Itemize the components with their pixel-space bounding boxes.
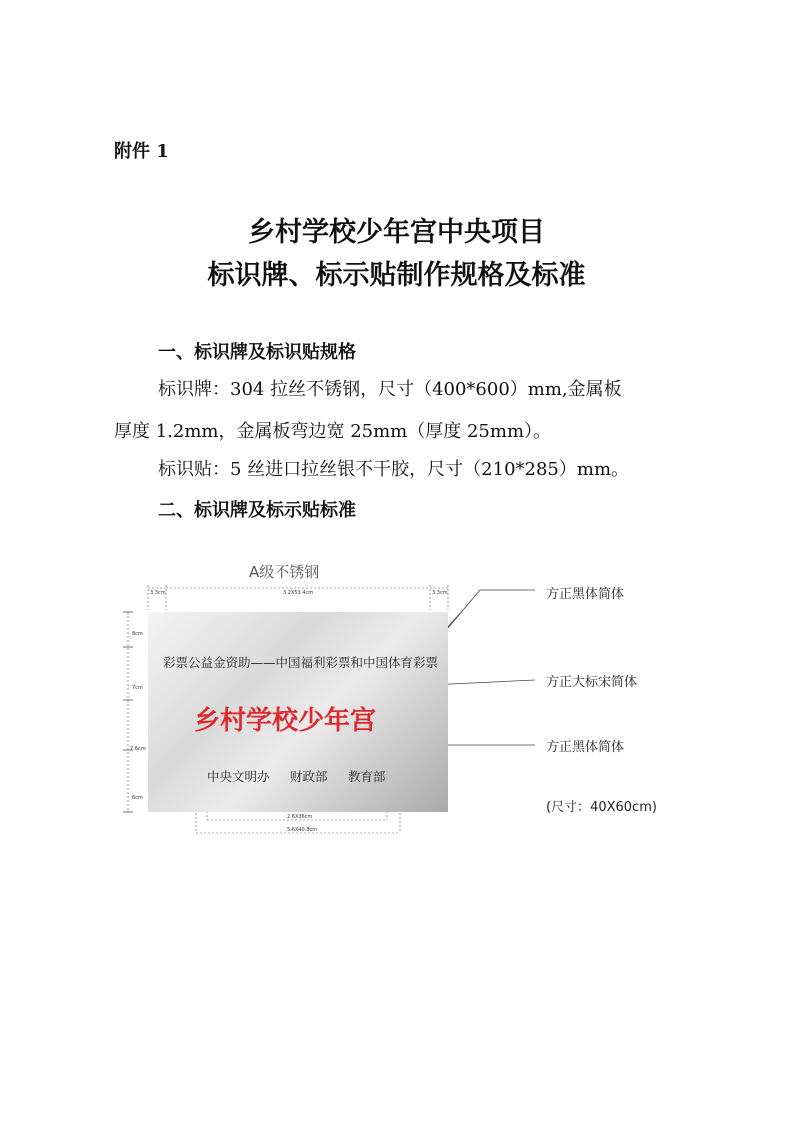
section-2-heading: 二、标识牌及标示贴标准 [158, 500, 356, 521]
note-size: (尺寸：40X60cm) [546, 800, 657, 815]
plate-org-2: 财政部 [290, 769, 328, 784]
plate-org-1: 中央文明办 [207, 769, 270, 784]
section-1-paragraph-1-line-1: 标识牌：304 拉丝不锈钢，尺寸（400*600）mm,金属板 [158, 379, 622, 400]
plate-main-title: 乡村学校少年宫 [194, 706, 377, 736]
title-line-2: 标识牌、标示贴制作规格及标准 [207, 260, 586, 291]
dim-left-margin: 3.3cm [150, 590, 166, 596]
note-font-2: 方正大标宋简体 [546, 675, 638, 690]
dim-vertical-1: 8cm [132, 631, 143, 637]
note-font-3: 方正黑体简体 [546, 740, 625, 755]
attachment-label: 附件 1 [114, 141, 169, 162]
dim-top-width: 3.2X53.4cm [283, 590, 314, 596]
section-1-paragraph-2: 标识贴：5 丝进口拉丝银不干胶，尺寸（210*285）mm。 [158, 459, 630, 480]
dim-vertical-3: 7.6cm [130, 746, 146, 752]
dim-vertical-2: 7cm [132, 685, 143, 691]
note-font-1: 方正黑体简体 [546, 587, 625, 602]
dim-vertical-4: 6cm [132, 795, 143, 801]
dim-bottom-2: 5.6X40.8cm [287, 827, 318, 833]
plate-org-3: 教育部 [348, 769, 386, 784]
dim-right-margin: 3.3cm [432, 590, 448, 596]
section-1-paragraph-1-line-2: 厚度 1.2mm，金属板弯边宽 25mm（厚度 25mm）。 [114, 421, 552, 442]
dim-bottom-1: 2.6X36cm [287, 814, 313, 820]
plate-funding-line: 彩票公益金资助——中国福利彩票和中国体育彩票 [163, 655, 439, 670]
title-line-1: 乡村学校少年宫中央项目 [248, 217, 545, 248]
leader-lines-right [430, 585, 550, 765]
section-1-heading: 一、标识牌及标识贴规格 [158, 342, 356, 363]
material-label: A级不锈钢 [249, 563, 320, 581]
